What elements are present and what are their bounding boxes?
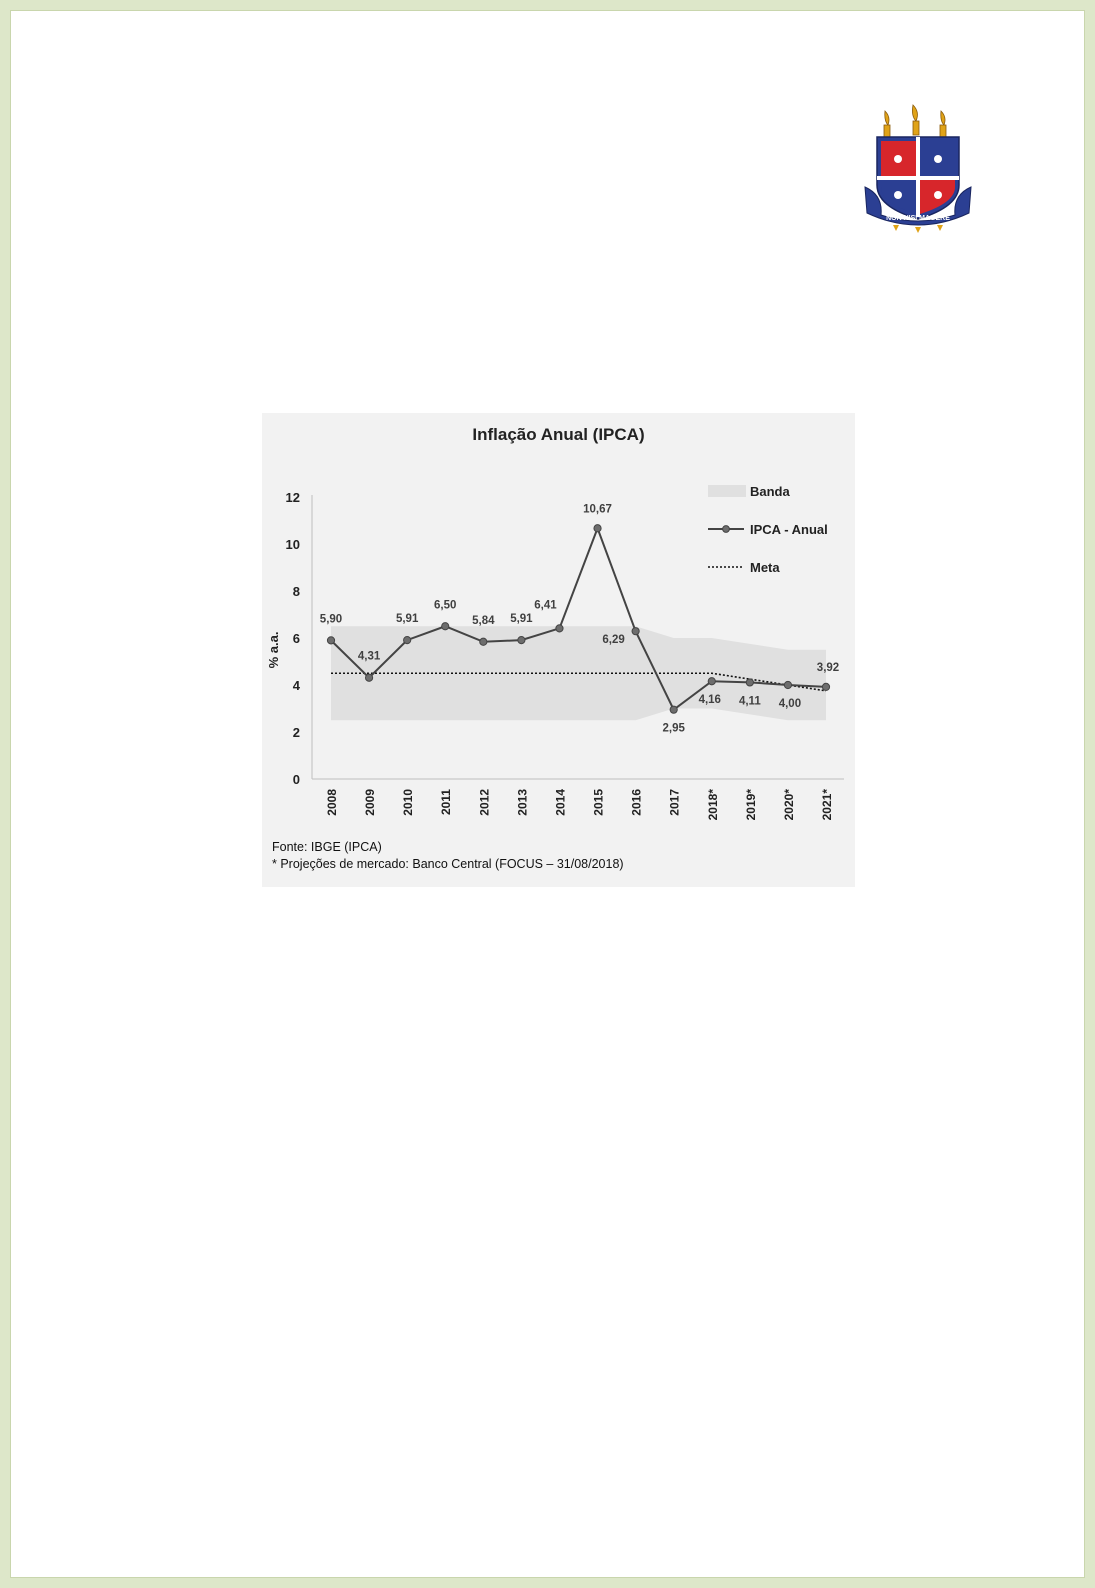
x-tick-label: 2013 [515,789,530,816]
ipca-data-label: 3,92 [816,661,840,674]
ipca-point [404,637,411,644]
x-tick-label: 2018* [705,789,720,821]
crest-motto: NON NISI MAGERE [886,215,950,222]
x-tick-label: 2019* [743,789,758,821]
chart-panel [262,413,855,887]
ipca-point [480,638,487,645]
y-tick-label: 12 [285,490,300,505]
ipca-data-label: 2,95 [662,722,685,735]
ipca-data-label: 5,90 [319,613,343,626]
ipca-data-label: 6,29 [602,634,625,647]
x-tick-label: 2011 [439,789,454,816]
ipca-data-label: 5,91 [395,613,419,626]
x-tick-label: 2012 [477,789,492,816]
y-axis-label: % a.a. [266,631,281,669]
x-tick-label: 2020* [781,789,796,821]
ipca-data-label: 4,00 [778,698,802,710]
ipca-data-label: 10,67 [583,503,612,516]
x-tick-label: 2017 [667,789,682,816]
ipca-point [746,679,753,686]
ipca-data-label: 6,41 [534,599,557,612]
y-tick-label: 10 [285,537,300,552]
ipca-data-label: 6,50 [434,599,457,612]
legend-ipca-label: IPCA - Anual [750,522,828,537]
ipca-data-label: 5,84 [472,614,495,627]
ipca-point [784,681,791,688]
ipca-point [442,623,449,630]
chart-title: Inflação Anual (IPCA) [472,425,645,444]
chart-footnotes [272,839,624,873]
x-tick-label: 2010 [401,789,416,816]
y-tick-label: 2 [292,725,300,740]
legend-meta-label: Meta [750,560,780,575]
ipca-data-label: 5,91 [510,613,533,626]
ipca-point [670,706,677,713]
footnote-projections: * Projeções de mercado: Banco Central (FOCUS – 31/08/2018) [272,857,624,871]
y-tick-label: 0 [292,772,300,787]
ipca-point [632,628,639,635]
ipca-point [556,625,563,632]
ipca-data-label: 4,31 [357,650,381,663]
x-tick-label: 2015 [591,789,606,816]
legend-ipca-marker [723,526,730,533]
university-crest-logo [863,103,973,235]
legend-band-label: Banda [750,484,790,499]
ipca-point [365,674,372,681]
y-tick-label: 8 [292,584,300,599]
document-page [10,10,1085,1578]
x-tick-label: 2009 [363,789,378,816]
y-tick-label: 4 [292,678,300,693]
ipca-point [518,637,525,644]
x-tick-label: 2014 [553,789,568,816]
x-tick-label: 2016 [629,789,644,816]
ipca-data-label: 4,11 [738,695,761,708]
inflation-chart [262,413,855,887]
ipca-point [327,637,334,644]
x-tick-label: 2008 [325,789,339,816]
legend-band-swatch [708,485,746,497]
footnote-source: Fonte: IBGE (IPCA) [272,840,382,854]
y-tick-label: 6 [292,631,300,646]
ipca-point [822,683,829,690]
ipca-data-label: 4,16 [698,694,721,707]
ipca-point [708,678,715,685]
x-tick-label: 2021* [820,789,834,821]
ipca-point [594,525,601,532]
